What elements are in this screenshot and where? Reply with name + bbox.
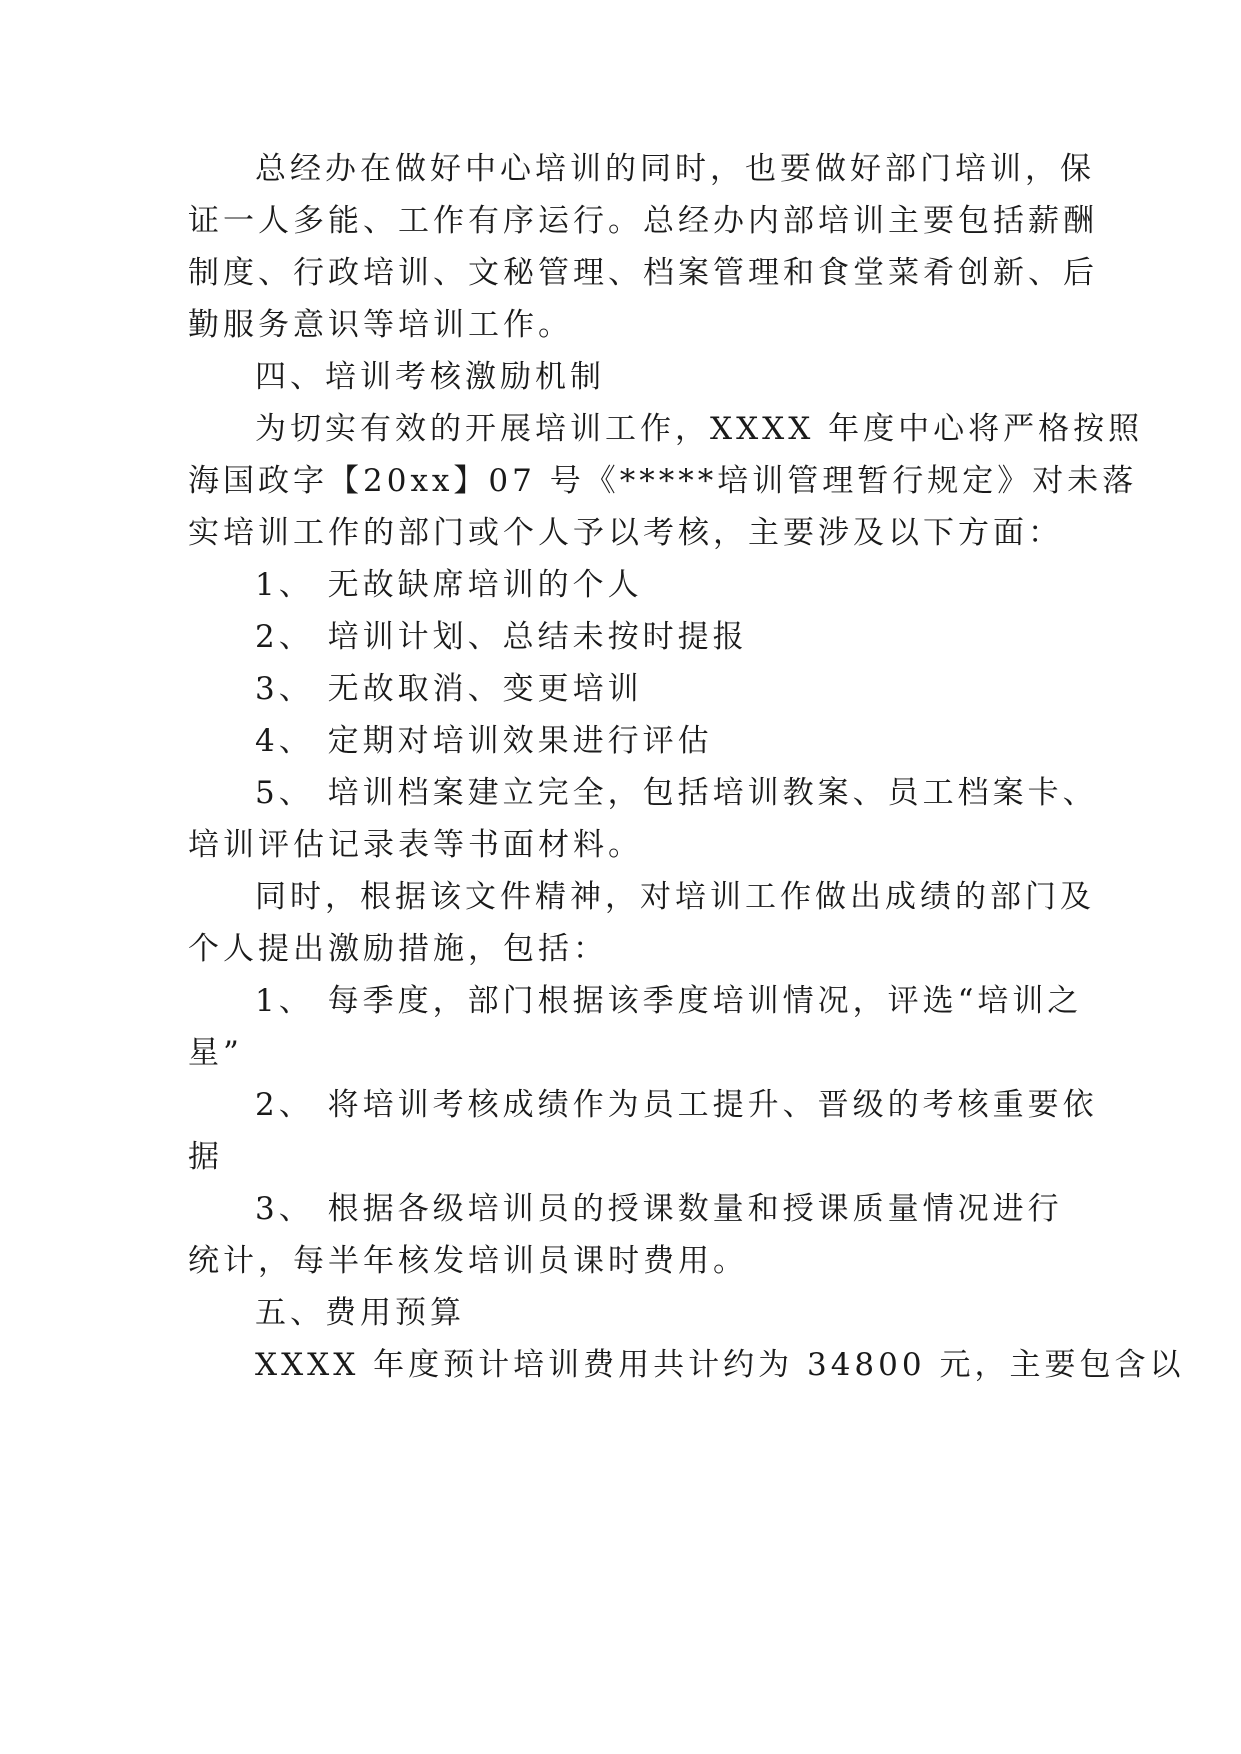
paragraph-line: 为切实有效的开展培训工作，XXXX 年度中心将严格按照 [255,411,1144,447]
paragraph-line: 星” [188,1035,243,1071]
list-item: 1、 无故缺席培训的个人 [255,567,643,603]
paragraph-line: 证一人多能、工作有序运行。总经办内部培训主要包括薪酬 [188,203,1098,239]
list-item: 2、 培训计划、总结未按时提报 [255,619,748,655]
section-heading: 五、费用预算 [255,1295,465,1331]
list-item: 1、 每季度，部门根据该季度培训情况，评选“培训之 [255,983,1083,1019]
paragraph-line: 勤服务意识等培训工作。 [188,307,573,343]
list-item: 4、 定期对培训效果进行评估 [255,723,713,759]
paragraph-line: 实培训工作的部门或个人予以考核，主要涉及以下方面： [188,515,1063,551]
paragraph-line: 据 [188,1139,223,1175]
paragraph-line: 海国政字【20xx】07 号《*****培训管理暂行规定》对未落 [188,463,1138,499]
paragraph-line: 制度、行政培训、文秘管理、档案管理和食堂菜肴创新、后 [188,255,1098,291]
paragraph-line: XXXX 年度预计培训费用共计约为 34800 元，主要包含以 [255,1347,1185,1383]
paragraph-line: 培训评估记录表等书面材料。 [188,827,643,863]
list-item: 5、 培训档案建立完全，包括培训教案、员工档案卡、 [255,775,1098,811]
section-heading: 四、培训考核激励机制 [255,359,605,395]
paragraph-line: 个人提出激励措施，包括： [188,931,608,967]
paragraph-line: 同时，根据该文件精神，对培训工作做出成绩的部门及 [255,879,1095,915]
paragraph-line: 总经办在做好中心培训的同时，也要做好部门培训，保 [255,151,1095,187]
list-item: 3、 无故取消、变更培训 [255,671,643,707]
list-item: 3、 根据各级培训员的授课数量和授课质量情况进行 [255,1191,1063,1227]
list-item: 2、 将培训考核成绩作为员工提升、晋级的考核重要依 [255,1087,1098,1123]
paragraph-line: 统计，每半年核发培训员课时费用。 [188,1243,748,1279]
